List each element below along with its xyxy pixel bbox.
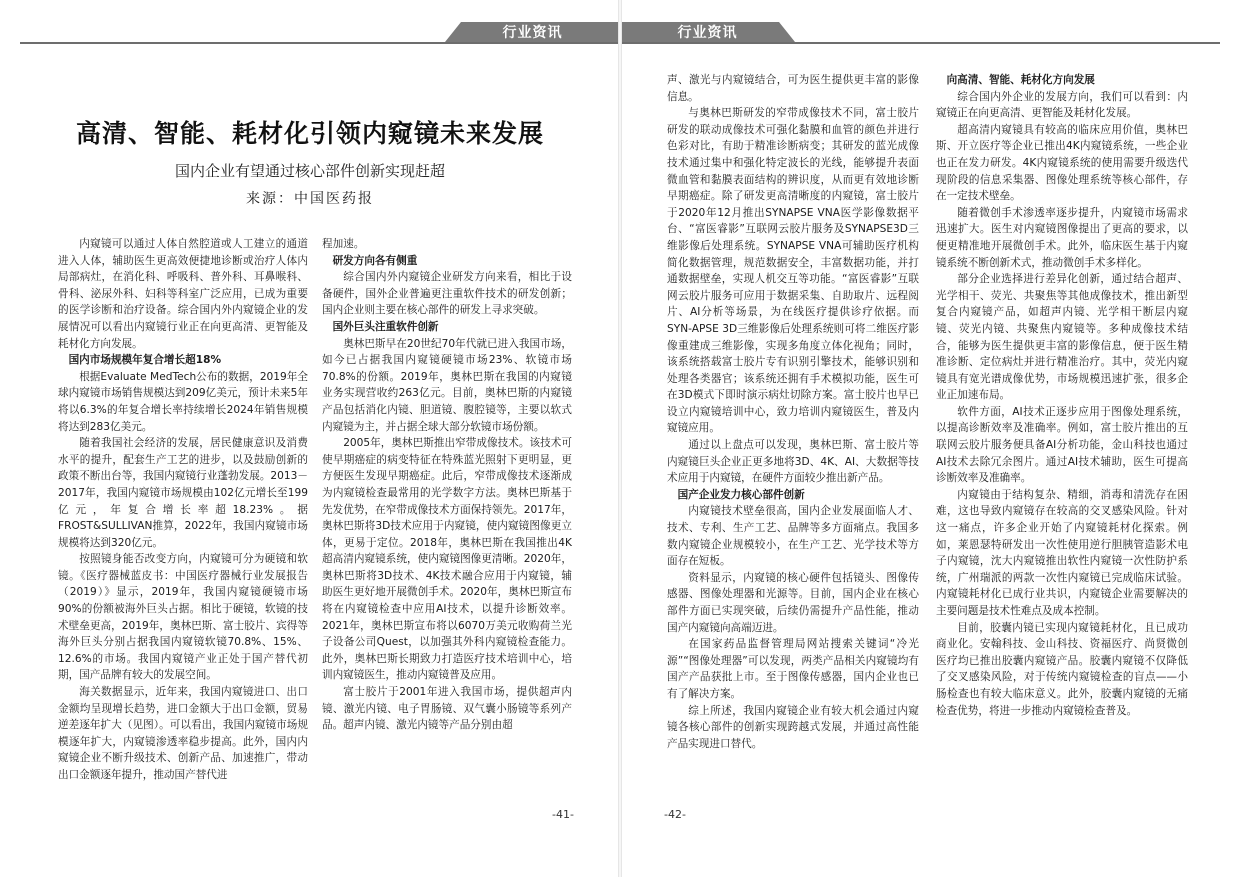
header-rule-left bbox=[20, 42, 620, 44]
body-paragraph: 部分企业选择进行差异化创新，通过结合超声、光学相干、荧光、共聚焦等其他成像技术，推出新型复合内窥镜产品，如超声内镜、光学相干断层内窥镜、荧光内镜、共聚焦内窥镜等。多种成像技术结合，能够为医生提供更丰富的影像信息，便于医生精准诊断、定位病灶并进行精准治疗。其中，荧光内窥镜具有宽光谱成像优势，市场规模迅速扩张，很多企业正加速布局。 bbox=[936, 273, 1188, 402]
section-heading: 国内市场规模年复合增长超18% bbox=[68, 354, 222, 367]
body-paragraph: 根据Evaluate MedTech公布的数据，2019年全球内窥镜市场销售规模达到209亿美元，预计未来5年将以6.3%的年复合增长率持续增长2024年销售规模将达到283亿美元。 bbox=[58, 370, 308, 433]
text-column-1 bbox=[58, 236, 308, 784]
body-paragraph: 随着我国社会经济的发展，居民健康意识及消费水平的提升，配套生产工艺的进步，以及鼓励创新的政策不断出台等，我国内窥镜行业蓬勃发展。2013－2017年，我国内窥镜市场规模由102亿元增长至199亿元，年复合增长率超18.23%。据FROST&SULLIVAN推算，2022年，我国内窥镜市场规模将达到320亿元。 bbox=[58, 437, 308, 549]
page-number-right: -42- bbox=[664, 808, 686, 821]
body-paragraph: 内窥镜由于结构复杂、精细，消毒和清洗存在困难，这也导致内窥镜存在较高的交叉感染风险。针对这一痛点，许多企业开始了内窥镜耗材化探索。例如，莱恩瑟特研发出一次性使用逆行胆胰管造影术电子内窥镜，沈大内窥镜推出软性内窥镜一次性防护系统，广州瑞派的两款一次性内窥镜已完成临床试验。内窥镜耗材化已成行业共识，内窥镜企业需要解决的主要问题是技术性难点及成本控制。 bbox=[936, 488, 1188, 617]
section-tab-right bbox=[620, 22, 795, 42]
body-paragraph: 综上所述，我国内窥镜企业有较大机会通过内窥镜各核心部件的创新实现跨越式发展，并通过高性能产品实现进口替代。 bbox=[667, 704, 919, 750]
body-paragraph: 内窥镜可以通过人体自然腔道或人工建立的通道进入人体，辅助医生更高效便捷地诊断或治疗人体内局部病灶，在消化科、呼吸科、普外科、耳鼻喉科、骨科、泌尿外科、妇科等科室广泛应用，已成为重要的医学诊断和治疗设备。综合国内外内窥镜企业的发展情况可以看出内窥镜行业正在向更高清、更智能及耗材化方向发展。 bbox=[58, 238, 308, 350]
text-column-2 bbox=[322, 236, 572, 734]
article-subtitle: 国内企业有望通过核心部件创新实现赶超 bbox=[174, 162, 445, 180]
body-paragraph: 程加速。 bbox=[322, 238, 365, 250]
body-paragraph: 综合国内外企业的发展方向，我们可以看到：内窥镜正在向更高清、更智能及耗材化发展。 bbox=[936, 90, 1188, 120]
section-tab-label: 行业资讯 bbox=[502, 25, 563, 41]
text-column-3 bbox=[667, 72, 919, 752]
page-number-left: -41- bbox=[552, 808, 574, 821]
header-rule-right bbox=[620, 42, 1220, 44]
body-paragraph: 与奥林巴斯研发的窄带成像技术不同，富士胶片研发的联动成像技术可强化黏膜和血管的颜色并进行色彩对比，有助于精准诊断病变；其研发的蓝光成像技术通过集中和强化特定波长的光线，能够提升表面微血管和黏膜表面结构的辨识度，从而更有效地诊断早期癌症。除了研发更高清晰度的内窥镜，富士胶片于2020年12月推出SYNAPSE VNA医学影像数据平台、“富医睿影”互联网云胶片服务及SYNAPSE3D三维影像后处理系统。SYNAPSE VNA可辅助医疗机构简化数据管理，规范数据安全，丰富数据功能，并打通数据壁垒，实现人机交互等功能。“富医睿影”互联网云胶片服务可应用于数据采集、自助取片、远程阅片、AI分析等场景，为在线医疗提供诊疗依据。而SYN-APSE 3D三维影像后处理系统则可将二维医疗影像重建成三维影像，实现多角度立体化视角；同时，该系统搭载富士胶片专有识别引擎技术，能够识别和处理各类器官；该系统还拥有手术模拟功能，医生可在3D模式下即时演示病灶切除方案。富士胶片也早已设立内窥镜培训中心，致力培训内窥镜医生，普及内窥镜应用。 bbox=[667, 107, 919, 435]
body-paragraph: 按照镜身能否改变方向，内窥镜可分为硬镜和软镜。《医疗器械蓝皮书：中国医疗器械行业发展报告（2019）》显示，2019年，我国内窥镜硬镜市场90%的份额被海外巨头占据。相比于硬镜，软镜的技术壁垒更高，2019年，奥林巴斯、富士胶片、宾得等海外巨头分别占据我国内窥镜软镜70.8%、15%、12.6%的市场。我国内窥镜产业正处于国产替代初期，国产品牌有较大的发展空间。 bbox=[58, 553, 308, 682]
body-paragraph: 内窥镜技术壁垒很高，国内企业发展面临人才、技术、专利、生产工艺、品牌等多方面痛点。我国多数内窥镜企业规模较小，在生产工艺、光学技术等方面存在短板。 bbox=[667, 505, 919, 568]
section-heading: 向高清、智能、耗材化方向发展 bbox=[946, 74, 1095, 86]
body-paragraph: 随着微创手术渗透率逐步提升，内窥镜市场需求迅速扩大。医生对内窥镜图像提出了更高的要求，以便更精准地开展微创手术。此外，临床医生基于内窥镜系统不断创新术式，推动微创手术多样化。 bbox=[936, 206, 1188, 269]
body-paragraph: 在国家药品监督管理局网站搜索关键词“冷光源”“图像处理器”可以发现，两类产品相关内窥镜均有国产产品获批上市。至于图像传感器，国内企业也已有了解决方案。 bbox=[667, 638, 919, 700]
body-paragraph: 综合国内外内窥镜企业研发方向来看，相比于设备硬件，国外企业普遍更注重软件技术的研发创新；国内企业则主要在核心部件的研发上寻求突破。 bbox=[322, 271, 572, 317]
body-paragraph: 海关数据显示，近年来，我国内窥镜进口、出口金额均呈现增长趋势，进口金额大于出口金额，贸易逆差逐年扩大（见图）。可以看出，我国内窥镜市场规模逐年扩大，内窥镜渗透率稳步提高。此外，国内内窥镜企业不断升级技术、创新产品、加速推广，带动出口金额逐年提升，推动国产替代进 bbox=[58, 686, 308, 781]
body-paragraph: 目前，胶囊内镜已实现内窥镜耗材化，且已成功商业化。安翰科技、金山科技、资福医疗、尚贤微创医疗均已推出胶囊内窥镜产品。胶囊内窥镜不仅降低了交叉感染风险，对于传统内窥镜检查的盲点——小肠检查也有较大临床意义。此外，胶囊内窥镜的无痛检查优势，将进一步推动内窥镜检查普及。 bbox=[936, 621, 1188, 717]
section-heading: 国外巨头注重软件创新 bbox=[332, 320, 439, 333]
article-title: 高清、智能、耗材化引领内窥镜未来发展 bbox=[75, 119, 544, 148]
body-paragraph: 富士胶片于2001年进入我国市场，提供超声内镜、激光内镜、电子胃肠镜、双气囊小肠镜等系列产品。超声内镜、激光内镜等产品分别由超 bbox=[322, 686, 572, 732]
body-paragraph: 资料显示，内窥镜的核心硬件包括镜头、图像传感器、图像处理器和光源等。目前，国内企业在核心部件方面已实现突破，后续仍需提升产品性能，推动国产内窥镜向高端迈进。 bbox=[667, 571, 919, 634]
body-paragraph: 软件方面，AI技术正逐步应用于图像处理系统，以提高诊断效率及准确率。例如，富士胶片推出的互联网云胶片服务便具备AI分析功能，金山科技也通过AI技术去除冗余图片。通过AI技术辅助，医生可提高诊断效率及准确率。 bbox=[936, 405, 1188, 485]
section-heading: 研发方向各有侧重 bbox=[332, 254, 418, 267]
article-source: 来源：中国医药报 bbox=[246, 191, 374, 207]
text-column-4 bbox=[936, 72, 1188, 719]
section-heading: 国产企业发力核心部件创新 bbox=[677, 488, 805, 501]
body-paragraph: 2005年，奥林巴斯推出窄带成像技术。该技术可使早期癌症的病变特征在特殊蓝光照射下更明显，更方便医生发现早期癌症。此后，窄带成像技术逐渐成为内窥镜检查最常用的光学数字方法。奥林巴斯基于先发优势，在窄带成像技术方面保持领先。2017年，奥林巴斯将3D技术应用于内窥镜，使内窥镜图像更立体，更易于定位。2018年，奥林巴斯在我国推出4K超高清内窥镜系统，使内窥镜图像更清晰。2020年，奥林巴斯将3D技术、4K技术融合应用于内窥镜，辅助医生更好地开展微创手术。2020年，奥林巴斯宣布将在内窥镜检查中应用AI技术，以提升诊断效率。2021年，奥林巴斯宣布将以6070万美元收购荷兰光子设备公司Quest，以加强其外科内窥镜检查能力。此外，奥林巴斯长期致力打造医疗技术培训中心，培训内窥镜医生，推动内窥镜普及应用。 bbox=[322, 437, 572, 682]
section-tab-left bbox=[445, 22, 620, 42]
body-paragraph: 奥林巴斯早在20世纪70年代就已进入我国市场，如今已占据我国内窥镜硬镜市场23%、软镜市场70.8%的份额。2019年，奥林巴斯在我国的内窥镜业务实现营收约263亿元。目前，奥林巴斯的内窥镜产品包括消化内镜、胆道镜、腹腔镜等，主要以软式内窥镜为主，并占据全球大部分软镜市场份额。 bbox=[322, 337, 572, 433]
section-tab-label: 行业资讯 bbox=[677, 25, 738, 41]
body-paragraph: 超高清内窥镜具有较高的临床应用价值，奥林巴斯、开立医疗等企业已推出4K内窥镜系统，一些企业也正在发力研发。4K内窥镜系统的使用需要升级迭代现阶段的信息采集器、图像处理系统等核心部件，存在一定技术壁垒。 bbox=[936, 123, 1188, 203]
body-paragraph: 声、激光与内窥镜结合，可为医生提供更丰富的影像信息。 bbox=[667, 74, 919, 103]
body-paragraph: 通过以上盘点可以发现，奥林巴斯、富士胶片等内窥镜巨头企业正更多地将3D、4K、AI、大数据等技术应用于内窥镜，在硬件方面较少推出新产品。 bbox=[667, 439, 919, 485]
spine-gutter bbox=[618, 0, 622, 877]
